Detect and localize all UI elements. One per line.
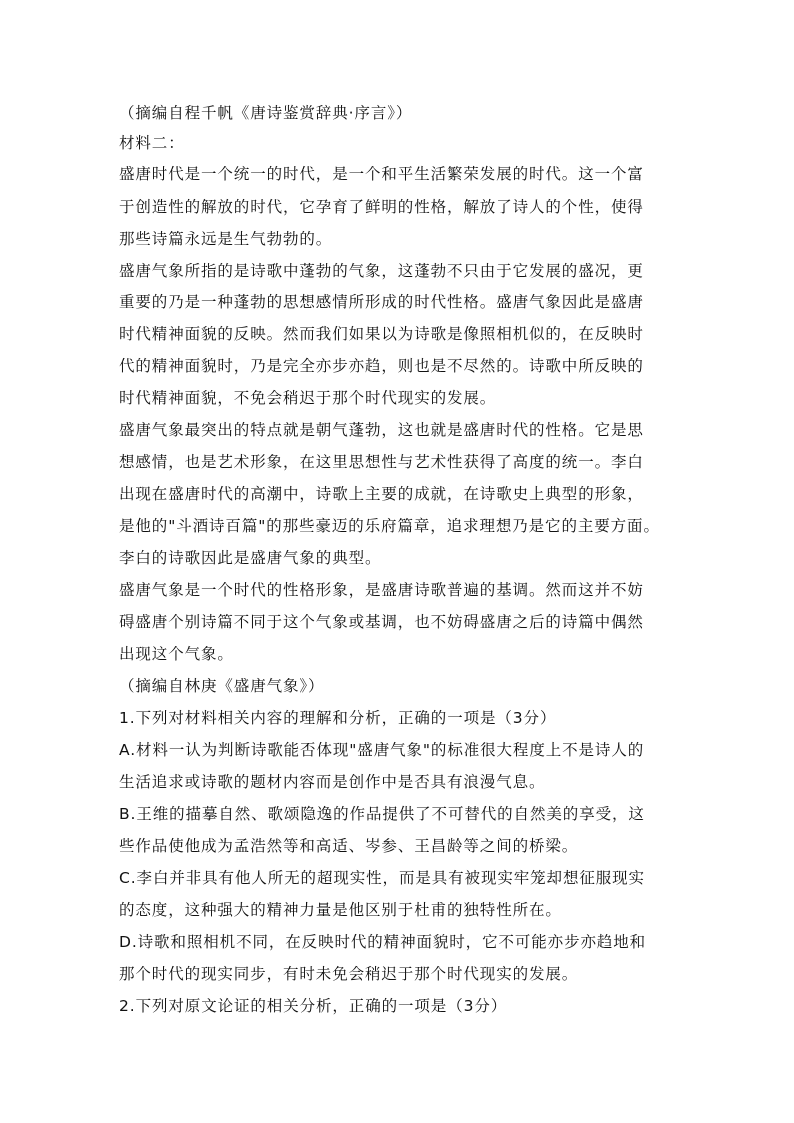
paragraph-3-line: 想感情，也是艺术形象，在这里思想性与艺术性获得了高度的统一。李白 bbox=[119, 453, 644, 471]
paragraph-3-line: 盛唐气象最突出的特点就是朝气蓬勃，这也就是盛唐时代的性格。它是思 bbox=[119, 421, 644, 439]
option-b-line: B.王维的描摹自然、歌颂隐逸的作品提供了不可替代的自然美的享受，这 bbox=[119, 805, 645, 823]
paragraph-1-line: 于创造性的解放的时代，它孕育了鲜明的性格，解放了诗人的个性，使得 bbox=[119, 198, 644, 216]
source-citation-1: （摘编自程千帆《唐诗鉴赏辞典·序言》） bbox=[119, 104, 413, 122]
paragraph-4-line: 碍盛唐个别诗篇不同于这个气象或基调，也不妨碍盛唐之后的诗篇中偶然 bbox=[119, 613, 644, 631]
paragraph-2-line: 时代精神面貌，不免会稍迟于那个时代现实的发展。 bbox=[119, 389, 497, 407]
source-citation-2: （摘编自林庚《盛唐气象》） bbox=[119, 677, 325, 695]
paragraph-2-line: 时代精神面貌的反映。然而我们如果以为诗歌是像照相机似的，在反映时 bbox=[119, 325, 644, 343]
option-c-line: 的态度，这种强大的精神力量是他区别于杜甫的独特性所在。 bbox=[119, 901, 562, 919]
paragraph-4-line: 出现这个气象。 bbox=[119, 645, 234, 663]
material-two-heading: 材料二： bbox=[119, 134, 185, 152]
paragraph-2-line: 盛唐气象所指的是诗歌中蓬勃的气象，这蓬勃不只由于它发展的盛况，更 bbox=[119, 262, 644, 280]
paragraph-1-line: 盛唐时代是一个统一的时代，是一个和平生活繁荣发展的时代。这一个富 bbox=[119, 165, 644, 183]
paragraph-2-line: 代的精神面貌时，乃是完全亦步亦趋，则也是不尽然的。诗歌中所反映的 bbox=[119, 357, 644, 375]
question-1: 1.下列对材料相关内容的理解和分析，正确的一项是（3分） bbox=[119, 709, 557, 727]
option-c-line: C.李白并非具有他人所无的超现实性，而是具有被现实牢笼却想征服现实 bbox=[119, 869, 645, 887]
paragraph-1-line: 那些诗篇永远是生气勃勃的。 bbox=[119, 230, 333, 248]
paragraph-3-line: 出现在盛唐时代的高潮中，诗歌上主要的成就，在诗歌史上典型的形象， bbox=[119, 485, 644, 503]
option-a-line: A.材料一认为判断诗歌能否体现"盛唐气象"的标准很大程度上不是诗人的 bbox=[119, 741, 645, 759]
option-b-line: 些作品使他成为孟浩然等和高适、岑参、王昌龄等之间的桥梁。 bbox=[119, 837, 579, 855]
option-d-line: 那个时代的现实同步，有时未免会稍迟于那个时代现实的发展。 bbox=[119, 965, 579, 983]
question-2: 2.下列对原文论证的相关分析，正确的一项是（3分） bbox=[119, 997, 508, 1015]
paragraph-3-line: 是他的"斗酒诗百篇"的那些豪迈的乐府篇章，追求理想乃是它的主要方面。 bbox=[119, 517, 660, 535]
option-d-line: D.诗歌和照相机不同，在反映时代的精神面貌时，它不可能亦步亦趋地和 bbox=[119, 933, 647, 951]
paragraph-2-line: 重要的乃是一种蓬勃的思想感情所形成的时代性格。盛唐气象因此是盛唐 bbox=[119, 293, 644, 311]
paragraph-3-line: 李白的诗歌因此是盛唐气象的典型。 bbox=[119, 549, 382, 567]
option-a-line: 生活追求或诗歌的题材内容而是创作中是否具有浪漫气息。 bbox=[119, 773, 546, 791]
paragraph-4-line: 盛唐气象是一个时代的性格形象，是盛唐诗歌普遍的基调。然而这并不妨 bbox=[119, 581, 644, 599]
